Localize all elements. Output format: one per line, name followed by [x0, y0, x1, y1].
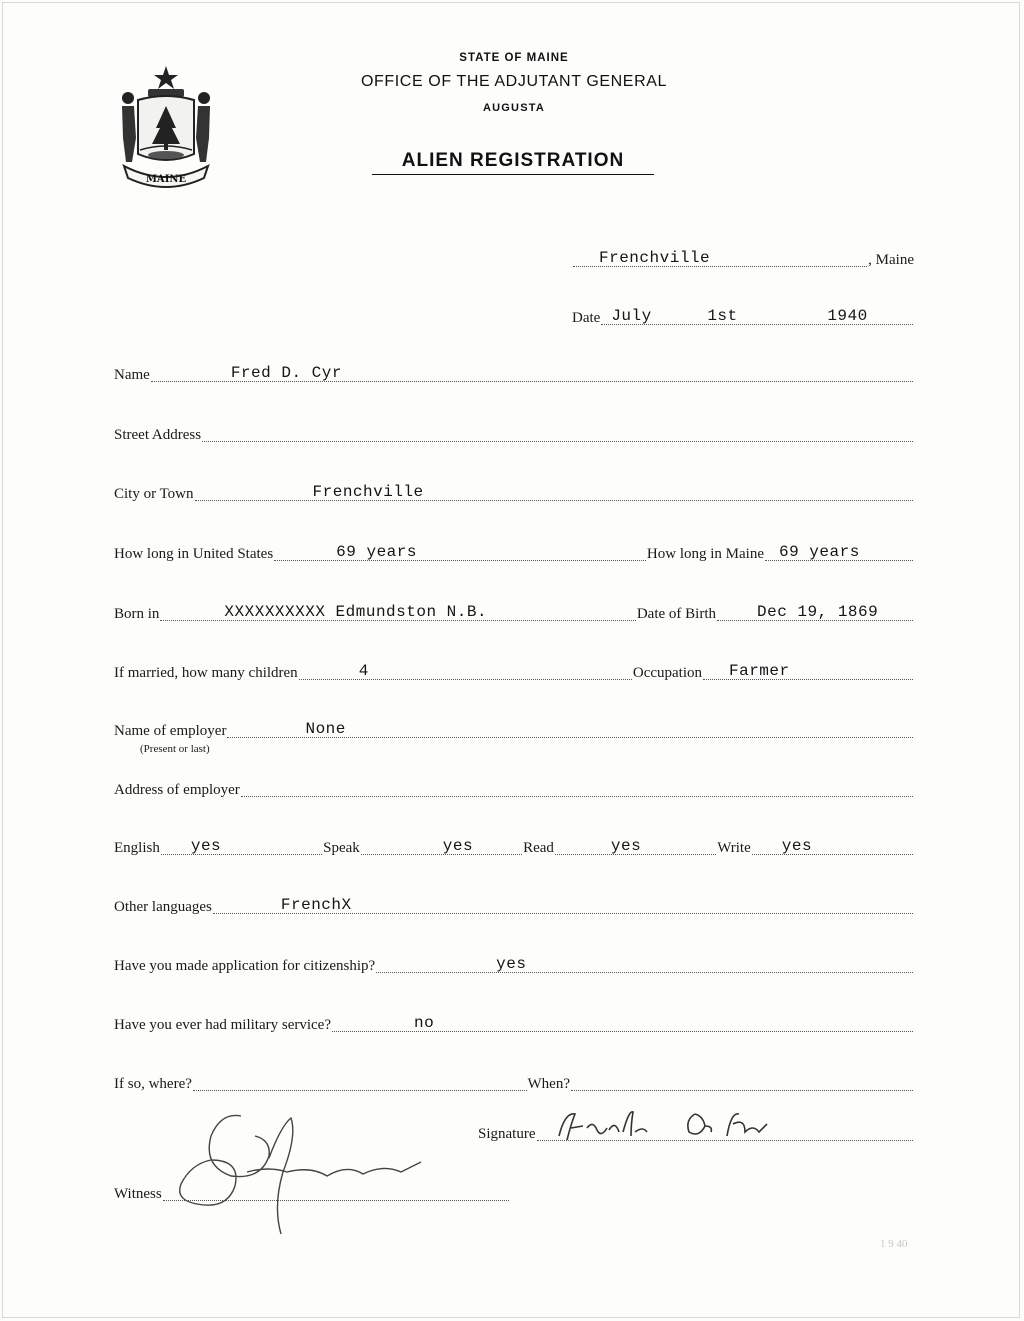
place-row: [572, 246, 914, 272]
header-office: OFFICE OF THE ADJUTANT GENERAL: [360, 73, 668, 90]
street-address-label: Street Address: [114, 427, 202, 443]
name-value: Fred D. Cyr: [230, 364, 342, 382]
maine-state-seal: [110, 62, 222, 190]
employer-address-field[interactable]: [241, 776, 913, 797]
years-maine-value: 69 years: [779, 543, 860, 561]
name-field[interactable]: [151, 361, 913, 382]
speak-value: yes: [442, 837, 474, 855]
name-row: [114, 361, 914, 387]
military-field[interactable]: [332, 1011, 913, 1032]
languages-label: Other languages: [114, 899, 212, 915]
header-city: AUGUSTA: [483, 102, 545, 114]
dob-value: Dec 19, 1869: [757, 603, 879, 621]
citizenship-label: Have you made application for citizenship?: [114, 958, 376, 974]
children-value: 4: [358, 662, 369, 680]
citizenship-value: yes: [496, 955, 527, 973]
employer-sublabel: (Present or last): [140, 743, 210, 755]
date-field[interactable]: [601, 304, 913, 325]
employer-label: Name of employer: [114, 723, 227, 739]
service-row: [114, 1070, 914, 1096]
years-us-field[interactable]: [274, 540, 646, 561]
military-value: no: [414, 1014, 435, 1032]
city-row: [114, 480, 914, 506]
date-year: 1940: [827, 307, 868, 325]
read-value: yes: [610, 837, 642, 855]
years-us-value: 69 years: [336, 543, 417, 561]
citizenship-field[interactable]: [376, 952, 913, 973]
occupation-value: Farmer: [729, 662, 790, 680]
military-label: Have you ever had military service?: [114, 1017, 331, 1033]
employer-row: [114, 717, 914, 755]
english-field[interactable]: [161, 834, 322, 855]
city-label: City or Town: [114, 486, 194, 502]
years-us-label: How long in United States: [114, 546, 274, 562]
signature-handwriting: [553, 1102, 783, 1146]
signature-label: Signature: [478, 1126, 536, 1142]
witness-row: [114, 1180, 510, 1206]
speak-label: Speak: [323, 840, 360, 856]
form-title: ALIEN REGISTRATION: [372, 150, 654, 175]
write-value: yes: [781, 837, 813, 855]
born-in-field[interactable]: [160, 600, 635, 621]
read-label: Read: [523, 840, 554, 856]
date-row: [572, 304, 914, 330]
employer-value: None: [305, 720, 346, 738]
dob-label: Date of Birth: [636, 606, 716, 622]
read-field[interactable]: [555, 834, 716, 855]
occupation-label: Occupation: [632, 665, 702, 681]
date-day: 1st: [707, 307, 738, 325]
birth-row: [114, 600, 914, 626]
employer-address-row: [114, 776, 914, 802]
where-field[interactable]: [193, 1070, 527, 1091]
witness-signature-handwriting: [151, 1106, 431, 1242]
signature-row: [478, 1120, 914, 1146]
header-state: STATE OF MAINE: [459, 52, 569, 64]
military-row: [114, 1011, 914, 1037]
family-row: [114, 659, 914, 685]
archive-stamp: 1 9 40: [880, 1238, 908, 1250]
write-field[interactable]: [752, 834, 913, 855]
street-address-field[interactable]: [202, 421, 913, 442]
english-row: [114, 834, 914, 860]
place-suffix: , Maine: [868, 252, 914, 268]
city-field[interactable]: [195, 480, 913, 501]
born-in-label: Born in: [114, 606, 160, 622]
years-maine-label: How long in Maine: [646, 546, 764, 562]
citizenship-row: [114, 952, 914, 978]
children-label: If married, how many children: [114, 665, 298, 681]
dob-field[interactable]: [717, 600, 913, 621]
languages-field[interactable]: [213, 893, 913, 914]
occupation-field[interactable]: [703, 659, 913, 680]
english-value: yes: [190, 837, 222, 855]
residency-row: [114, 540, 914, 566]
languages-row: [114, 893, 914, 919]
when-label: When?: [527, 1076, 570, 1092]
employer-field[interactable]: [227, 717, 913, 738]
witness-label: Witness: [114, 1186, 162, 1202]
place-field[interactable]: [573, 246, 867, 267]
children-field[interactable]: [299, 659, 632, 680]
born-in-value: XXXXXXXXXX Edmundston N.B.: [224, 603, 488, 621]
name-label: Name: [114, 367, 150, 383]
when-field[interactable]: [571, 1070, 913, 1091]
svg-text:MAINE: MAINE: [145, 174, 187, 185]
date-month: July: [611, 307, 652, 325]
street-address-row: [114, 421, 914, 447]
years-maine-field[interactable]: [765, 540, 913, 561]
witness-field[interactable]: [163, 1180, 509, 1201]
employer-address-label: Address of employer: [114, 782, 240, 798]
signature-field[interactable]: [537, 1120, 914, 1141]
date-label: Date: [572, 310, 601, 326]
city-value: Frenchville: [312, 483, 424, 501]
where-label: If so, where?: [114, 1076, 192, 1092]
english-label: English: [114, 840, 160, 856]
languages-value: FrenchX: [280, 896, 352, 914]
write-label: Write: [717, 840, 751, 856]
speak-field[interactable]: [361, 834, 522, 855]
place-value: Frenchville: [599, 249, 711, 267]
